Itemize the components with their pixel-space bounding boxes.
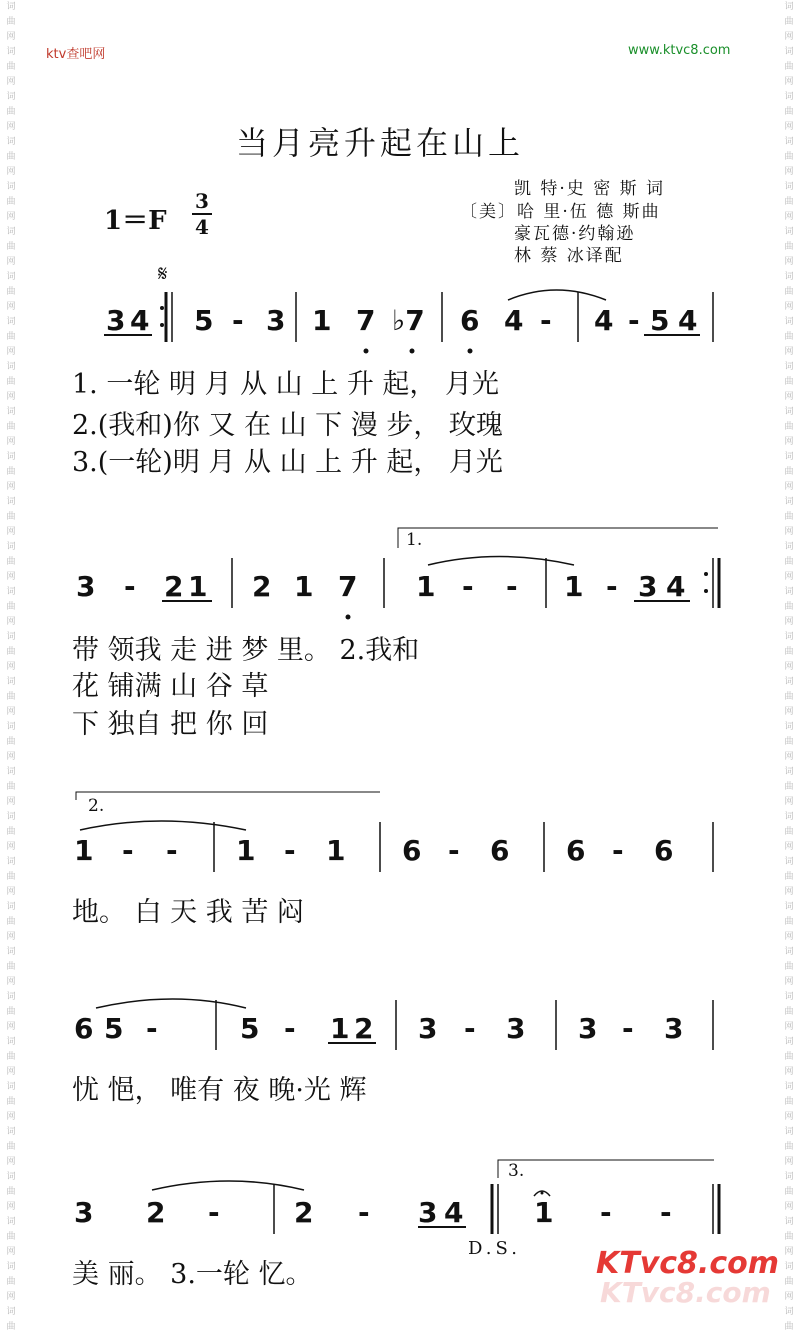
side-strip-char: 网	[6, 977, 16, 987]
side-strip-char: 曲	[784, 1187, 794, 1197]
lyric-verse-3: 3.(一轮)明 月 从 山 上 升 起， 月光	[72, 447, 503, 478]
side-strip-char: 网	[784, 527, 794, 537]
side-strip-char: 词	[6, 677, 16, 687]
side-strip-char: 网	[784, 1292, 794, 1302]
dash: -	[284, 834, 296, 867]
side-strip-char: 曲	[784, 782, 794, 792]
side-strip-char: 网	[784, 842, 794, 852]
side-strip-char: 曲	[6, 647, 16, 657]
side-strip-char: 词	[6, 1082, 16, 1092]
note: 6	[566, 834, 586, 867]
note: 3	[578, 1012, 598, 1045]
side-strip-char: 词	[6, 1262, 16, 1272]
side-strip-char: 曲	[6, 287, 16, 297]
side-strip-char: 网	[784, 1157, 794, 1167]
dash: -	[166, 834, 178, 867]
side-strip-char: 曲	[784, 962, 794, 972]
side-strip-char: 网	[784, 32, 794, 42]
side-strip-char: 词	[784, 587, 794, 597]
side-strip-char: 网	[6, 797, 16, 807]
note: ♭7	[392, 304, 425, 337]
side-strip-char: 网	[784, 167, 794, 177]
note: 6	[74, 1012, 94, 1045]
side-strip-char: 曲	[6, 242, 16, 252]
side-strip-char: 网	[6, 392, 16, 402]
note: 5	[104, 1012, 124, 1045]
note: 4	[594, 304, 614, 337]
side-strip-char: 曲	[6, 692, 16, 702]
side-strip-char: 曲	[6, 107, 16, 117]
note: 1	[236, 834, 256, 867]
key-signature: 1＝F	[104, 206, 167, 236]
lyric-verse-2: 2.(我和)你 又 在 山 下 漫 步， 玫瑰	[72, 410, 503, 441]
dash: -	[622, 1012, 634, 1045]
side-strip-char: 网	[6, 932, 16, 942]
side-strip-char: 网	[6, 1022, 16, 1032]
dash: -	[540, 304, 552, 337]
side-strip-char: 词	[784, 1217, 794, 1227]
side-strip-char: 网	[6, 842, 16, 852]
side-strip-char: 词	[6, 902, 16, 912]
side-strip-char: 网	[784, 347, 794, 357]
side-strip-char: 词	[784, 722, 794, 732]
side-strip-char: 网	[784, 797, 794, 807]
side-strip-char: 曲	[784, 242, 794, 252]
side-strip-char: 曲	[6, 422, 16, 432]
dash: -	[124, 570, 136, 603]
dash: -	[448, 834, 460, 867]
credit-composer-suffix: 曲	[641, 202, 661, 222]
credit-composer-2: 豪瓦德·约翰逊	[514, 224, 636, 244]
note: 1	[416, 570, 436, 603]
note: 4	[666, 570, 686, 603]
side-strip-char: 网	[784, 1067, 794, 1077]
side-strip-char: 词	[784, 497, 794, 507]
side-strip-char: 词	[6, 362, 16, 372]
note: 2	[252, 570, 272, 603]
note: 2	[164, 570, 184, 603]
side-strip-char: 网	[6, 1112, 16, 1122]
side-strip-char: 网	[784, 662, 794, 672]
side-strip-char: 网	[6, 1157, 16, 1167]
side-strip-char: 词	[6, 2, 16, 12]
dash: -	[232, 304, 244, 337]
side-strip-char: 曲	[784, 197, 794, 207]
watermark-reflection: KTvc8.com	[600, 1276, 771, 1309]
note: 4	[678, 304, 698, 337]
side-strip-char: 词	[784, 812, 794, 822]
credit-translator: 林 蔡 冰译配	[514, 246, 624, 266]
side-strip-char: 网	[784, 392, 794, 402]
side-strip-char: 曲	[784, 287, 794, 297]
side-strip-char: 网	[6, 1202, 16, 1212]
side-strip-char: 网	[6, 707, 16, 717]
side-strip-char: 曲	[6, 602, 16, 612]
volta-first-label: 1.	[406, 530, 423, 550]
side-strip-char: 网	[6, 437, 16, 447]
side-strip-char: 曲	[6, 1007, 16, 1017]
credit-prefix: 〔美〕	[460, 202, 517, 222]
side-strip-char: 网	[784, 1022, 794, 1032]
credit-composer-name: 哈 里·伍 德 斯	[517, 202, 642, 222]
side-strip-char: 词	[784, 1037, 794, 1047]
side-strip-char: 曲	[6, 962, 16, 972]
side-strip-char: 曲	[6, 62, 16, 72]
side-strip-char: 曲	[6, 1097, 16, 1107]
side-strip-char: 网	[784, 482, 794, 492]
note: 3	[266, 304, 286, 337]
note: 5	[240, 1012, 260, 1045]
side-strip-char: 网	[6, 77, 16, 87]
lyric-verse-2: 花 铺满 山 谷 草	[72, 671, 269, 702]
side-strip-char: 曲	[6, 1322, 16, 1332]
side-strip-char: 词	[6, 317, 16, 327]
time-sig-top: 3	[195, 189, 209, 213]
side-strip-char: 网	[6, 527, 16, 537]
side-strip-char: 网	[784, 1202, 794, 1212]
side-strip-char: 词	[6, 497, 16, 507]
side-strip-char: 网	[6, 122, 16, 132]
side-strip-char: 词	[784, 1262, 794, 1272]
dash: -	[462, 570, 474, 603]
volta-third-label: 3.	[508, 1161, 525, 1181]
note: 1	[534, 1196, 554, 1229]
side-strip-char: 网	[6, 32, 16, 42]
side-strip-char: 曲	[6, 1142, 16, 1152]
side-strip-char: 词	[6, 92, 16, 102]
note: 5	[194, 304, 214, 337]
note: 6	[460, 304, 480, 337]
side-strip-char: 曲	[6, 782, 16, 792]
note: 1	[294, 570, 314, 603]
side-strip-char: 词	[6, 632, 16, 642]
side-strip-char: 词	[784, 542, 794, 552]
note: 4	[504, 304, 524, 337]
side-strip-char: 词	[784, 947, 794, 957]
side-strip-char: 曲	[6, 197, 16, 207]
side-strip-char: 曲	[6, 1187, 16, 1197]
side-strip-char: 曲	[784, 1322, 794, 1332]
note: 4	[444, 1196, 464, 1229]
side-strip-char: 曲	[784, 62, 794, 72]
side-strip-char: 曲	[6, 17, 16, 27]
side-strip-char: 曲	[6, 152, 16, 162]
side-strip-char: 曲	[784, 17, 794, 27]
side-strip-char: 曲	[784, 602, 794, 612]
side-strip-char: 词	[6, 182, 16, 192]
side-strip-char: 曲	[6, 872, 16, 882]
side-strip-char: 曲	[6, 1277, 16, 1287]
side-strip-char: 曲	[784, 872, 794, 882]
side-strip-char: 曲	[784, 737, 794, 747]
dash: -	[358, 1196, 370, 1229]
side-strip-char: 词	[784, 2, 794, 12]
note: 7	[356, 304, 376, 337]
side-strip-char: 网	[6, 617, 16, 627]
side-strip-char: 词	[784, 677, 794, 687]
side-strip-char: 曲	[784, 1142, 794, 1152]
side-strip-char: 词	[784, 632, 794, 642]
note: 3	[418, 1196, 438, 1229]
side-strip-char: 曲	[784, 152, 794, 162]
side-strip-char: 曲	[784, 917, 794, 927]
side-strip-char: 词	[784, 47, 794, 57]
side-strip-char: 曲	[6, 1232, 16, 1242]
side-strip-char: 网	[6, 167, 16, 177]
side-strip-char: 词	[784, 92, 794, 102]
note: 2	[294, 1196, 314, 1229]
side-strip-char: 网	[6, 752, 16, 762]
side-strip-char: 词	[784, 857, 794, 867]
side-strip-char: 词	[6, 812, 16, 822]
side-strip-char: 词	[784, 1127, 794, 1137]
note: 3	[506, 1012, 526, 1045]
note: 1	[74, 834, 94, 867]
side-strip-char: 曲	[6, 1052, 16, 1062]
dash: -	[122, 834, 134, 867]
side-strip-char: 词	[6, 47, 16, 57]
note: 1	[564, 570, 584, 603]
side-strip-char: 词	[6, 722, 16, 732]
side-strip-char: 曲	[6, 917, 16, 927]
side-strip-char: 词	[6, 992, 16, 1002]
note: 1	[330, 1012, 350, 1045]
dash: -	[464, 1012, 476, 1045]
side-strip-char: 词	[6, 137, 16, 147]
side-strip-char: 词	[6, 272, 16, 282]
lyric-verse-1: 1. 一轮 明 月 从 山 上 升 起， 月光	[72, 369, 500, 400]
side-strip-char: 网	[784, 77, 794, 87]
side-strip-char: 曲	[784, 1232, 794, 1242]
lyric-line: 美 丽。 3.一轮 忆。	[72, 1259, 313, 1290]
side-strip-char: 词	[784, 767, 794, 777]
side-strip-char: 曲	[6, 737, 16, 747]
side-strip-char: 网	[6, 572, 16, 582]
note: 3	[74, 1196, 94, 1229]
dash: -	[628, 304, 640, 337]
dash: -	[612, 834, 624, 867]
side-strip-char: 曲	[6, 512, 16, 522]
side-strip-char: 词	[6, 542, 16, 552]
note: 3	[418, 1012, 438, 1045]
note: 6	[402, 834, 422, 867]
note: 3	[664, 1012, 684, 1045]
dash: -	[208, 1196, 220, 1229]
dash: -	[660, 1196, 672, 1229]
note: 7	[338, 570, 358, 603]
side-strip-char: 网	[784, 122, 794, 132]
note: 1	[188, 570, 208, 603]
dash: -	[600, 1196, 612, 1229]
dash: -	[284, 1012, 296, 1045]
dal-segno-marking: D.S.	[468, 1238, 521, 1259]
side-strip-char: 曲	[6, 557, 16, 567]
dash: -	[146, 1012, 158, 1045]
lyric-line: 地。 白 天 我 苦 闷	[72, 897, 304, 928]
note: 1	[326, 834, 346, 867]
dash: -	[506, 570, 518, 603]
side-strip-char: 词	[784, 137, 794, 147]
side-strip-char: 曲	[784, 827, 794, 837]
side-strip-char: 曲	[784, 467, 794, 477]
side-strip-char: 网	[784, 617, 794, 627]
note: 2	[146, 1196, 166, 1229]
side-strip-char: 词	[6, 587, 16, 597]
side-strip-char: 词	[784, 902, 794, 912]
note: 6	[490, 834, 510, 867]
side-strip-char: 曲	[784, 512, 794, 522]
side-strip-char: 曲	[6, 827, 16, 837]
time-sig-bottom: 4	[195, 215, 209, 239]
side-strip-char: 词	[784, 182, 794, 192]
side-strip-char: 词	[784, 452, 794, 462]
side-strip-char: 网	[784, 887, 794, 897]
side-strip-char: 网	[6, 212, 16, 222]
side-strip-char: 网	[6, 1292, 16, 1302]
site-url-right[interactable]: www.ktvc8.com	[628, 43, 731, 58]
segno-sign: 𝄋	[158, 262, 168, 287]
side-strip-char: 词	[784, 272, 794, 282]
side-strip-char: 网	[784, 257, 794, 267]
side-strip-char: 曲	[6, 467, 16, 477]
side-strip-char: 网	[784, 752, 794, 762]
side-strip-char: 网	[784, 572, 794, 582]
lyric-verse-3: 下 独自 把 你 回	[72, 709, 269, 740]
side-strip-char: 词	[784, 362, 794, 372]
side-strip-char: 网	[784, 1247, 794, 1257]
watermark-logo: KTvc8.com	[596, 1246, 779, 1281]
side-strip-char: 曲	[784, 692, 794, 702]
side-strip-char: 曲	[784, 1277, 794, 1287]
side-strip-char: 词	[784, 992, 794, 1002]
side-strip-char: 网	[784, 977, 794, 987]
side-strip-char: 词	[6, 227, 16, 237]
side-strip-char: 网	[6, 662, 16, 672]
side-strip-char: 词	[6, 947, 16, 957]
side-strip-char: 网	[784, 707, 794, 717]
song-title: 当月亮升起在山上	[236, 124, 525, 162]
side-strip-char: 词	[6, 767, 16, 777]
note: 6	[654, 834, 674, 867]
side-strip-char: 曲	[784, 332, 794, 342]
side-strip-char: 网	[784, 437, 794, 447]
side-strip-char: 词	[784, 1082, 794, 1092]
side-strip-char: 词	[6, 1307, 16, 1317]
side-strip-char: 词	[6, 857, 16, 867]
side-strip-char: 词	[6, 452, 16, 462]
side-strip-char: 网	[6, 302, 16, 312]
side-strip-char: 网	[6, 1247, 16, 1257]
side-strip-char: 网	[6, 482, 16, 492]
side-strip-char: 曲	[784, 1007, 794, 1017]
side-strip-char: 词	[784, 1172, 794, 1182]
side-strip-char: 网	[784, 302, 794, 312]
side-strip-char: 词	[784, 317, 794, 327]
side-strip-char: 词	[6, 1217, 16, 1227]
side-strip-char: 曲	[784, 1097, 794, 1107]
side-strip-char: 网	[784, 932, 794, 942]
note: 5	[650, 304, 670, 337]
side-strip-char: 曲	[784, 647, 794, 657]
side-strip-char: 词	[6, 1127, 16, 1137]
note: 2	[354, 1012, 374, 1045]
side-strip-char: 词	[6, 1037, 16, 1047]
side-strip-char: 词	[6, 1172, 16, 1182]
side-strip-char: 曲	[784, 107, 794, 117]
side-strip-char: 曲	[6, 332, 16, 342]
side-strip-char: 曲	[784, 557, 794, 567]
lyric-line: 忧 悒， 唯有 夜 晚·光 辉	[72, 1075, 367, 1106]
side-strip-char: 词	[784, 227, 794, 237]
side-strip-char: 曲	[784, 1052, 794, 1062]
side-strip-char: 网	[784, 212, 794, 222]
note: 3	[638, 570, 658, 603]
note: 4	[130, 304, 150, 337]
side-strip-char: 词	[6, 407, 16, 417]
side-strip-char: 网	[6, 887, 16, 897]
note: 3	[106, 304, 126, 337]
volta-second-label: 2.	[88, 796, 105, 816]
side-strip-char: 网	[784, 1112, 794, 1122]
side-strip-char: 网	[6, 347, 16, 357]
note: 3	[76, 570, 96, 603]
site-name-left[interactable]: ktv查吧网	[46, 47, 106, 62]
side-strip-char: 曲	[784, 377, 794, 387]
dash: -	[606, 570, 618, 603]
side-strip-char: 曲	[784, 422, 794, 432]
note: 1	[312, 304, 332, 337]
side-strip-char: 网	[6, 257, 16, 267]
side-strip-char: 曲	[6, 377, 16, 387]
credit-lyricist: 凯 特·史 密 斯 词	[514, 179, 666, 199]
side-strip-char: 词	[784, 407, 794, 417]
side-strip-char: 网	[6, 1067, 16, 1077]
lyric-verse-1: 带 领我 走 进 梦 里。 2.我和	[72, 635, 420, 666]
side-strip-char: 词	[784, 1307, 794, 1317]
